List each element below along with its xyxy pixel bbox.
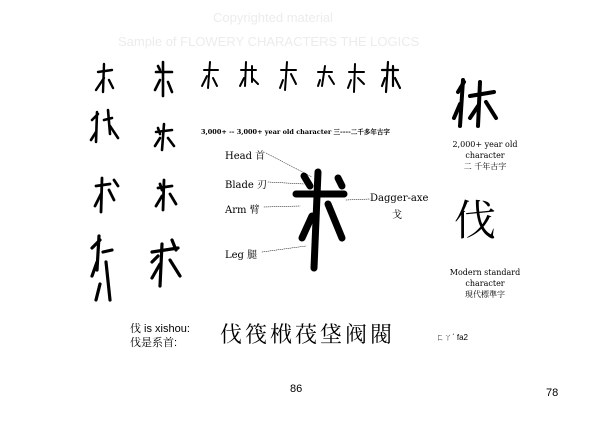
variant-characters: 伐筏栰茷垡阀閥: [220, 323, 396, 348]
ancient-glyph-1: [96, 64, 113, 92]
dagger-axe-pointer-line: [346, 199, 370, 200]
center-annotated-glyph: [296, 172, 344, 268]
ancient-glyph-6: [318, 66, 334, 86]
ancient-glyph-13: [92, 236, 112, 300]
old-character-caption: [440, 139, 530, 172]
ancient-glyph-10: [155, 124, 174, 150]
old-character-glyph: [454, 80, 496, 126]
label-blade: Blade 刃: [225, 180, 268, 191]
modern-character-line-3: 現代標準字: [465, 290, 505, 299]
head-pointer-line: [266, 153, 312, 177]
old-character-line-3: 二 千年古字: [463, 162, 507, 171]
label-arm: Arm 臂: [225, 205, 260, 216]
modern-character-line-1: Modern standard: [449, 268, 521, 277]
modern-character-line-2: character: [465, 279, 505, 288]
watermark-line-2: Sample of FLOWERY CHARACTERS THE LOGICS: [118, 34, 420, 49]
arm-pointer-line: [264, 206, 300, 207]
xishou-line-2: 伐是系首:: [130, 337, 178, 349]
old-character-line-2: character: [465, 151, 505, 160]
ancient-glyph-14: [152, 240, 180, 286]
ancient-glyph-2: [155, 62, 172, 96]
modern-character-caption: [440, 267, 530, 300]
timeline-caption: 3,000+ -- 3,000+ year old character 三----二千多年古字: [201, 128, 390, 136]
old-character-line-1: 2,000+ year old: [452, 140, 518, 149]
label-dagger-axe: Dagger-axe: [370, 193, 429, 204]
page-number-center: 86: [290, 383, 303, 395]
blade-pointer-line: [268, 182, 304, 184]
label-head: Head 首: [225, 151, 266, 162]
page-number-right: 78: [546, 387, 559, 399]
watermark-line-1: Copyrighted material: [213, 10, 333, 25]
ancient-glyph-7: [348, 64, 364, 92]
modern-character-glyph: 伐: [454, 196, 497, 245]
ancient-glyph-4: [240, 62, 258, 86]
leg-pointer-line: [262, 246, 306, 252]
ancient-glyph-9: [91, 110, 118, 142]
label-leg: Leg 腿: [225, 250, 258, 261]
xishou-line-1: 伐 is xishou:: [130, 323, 190, 335]
ancient-glyph-12: [156, 180, 176, 210]
pronunciation: ㄈㄚˊ fa2: [436, 333, 469, 342]
label-dagger-axe-char: 戈: [392, 210, 402, 221]
ancient-glyph-5: [280, 62, 296, 90]
ancient-glyph-11: [95, 178, 118, 212]
ancient-glyph-8: [382, 62, 400, 92]
ancient-glyph-3: [202, 62, 218, 88]
